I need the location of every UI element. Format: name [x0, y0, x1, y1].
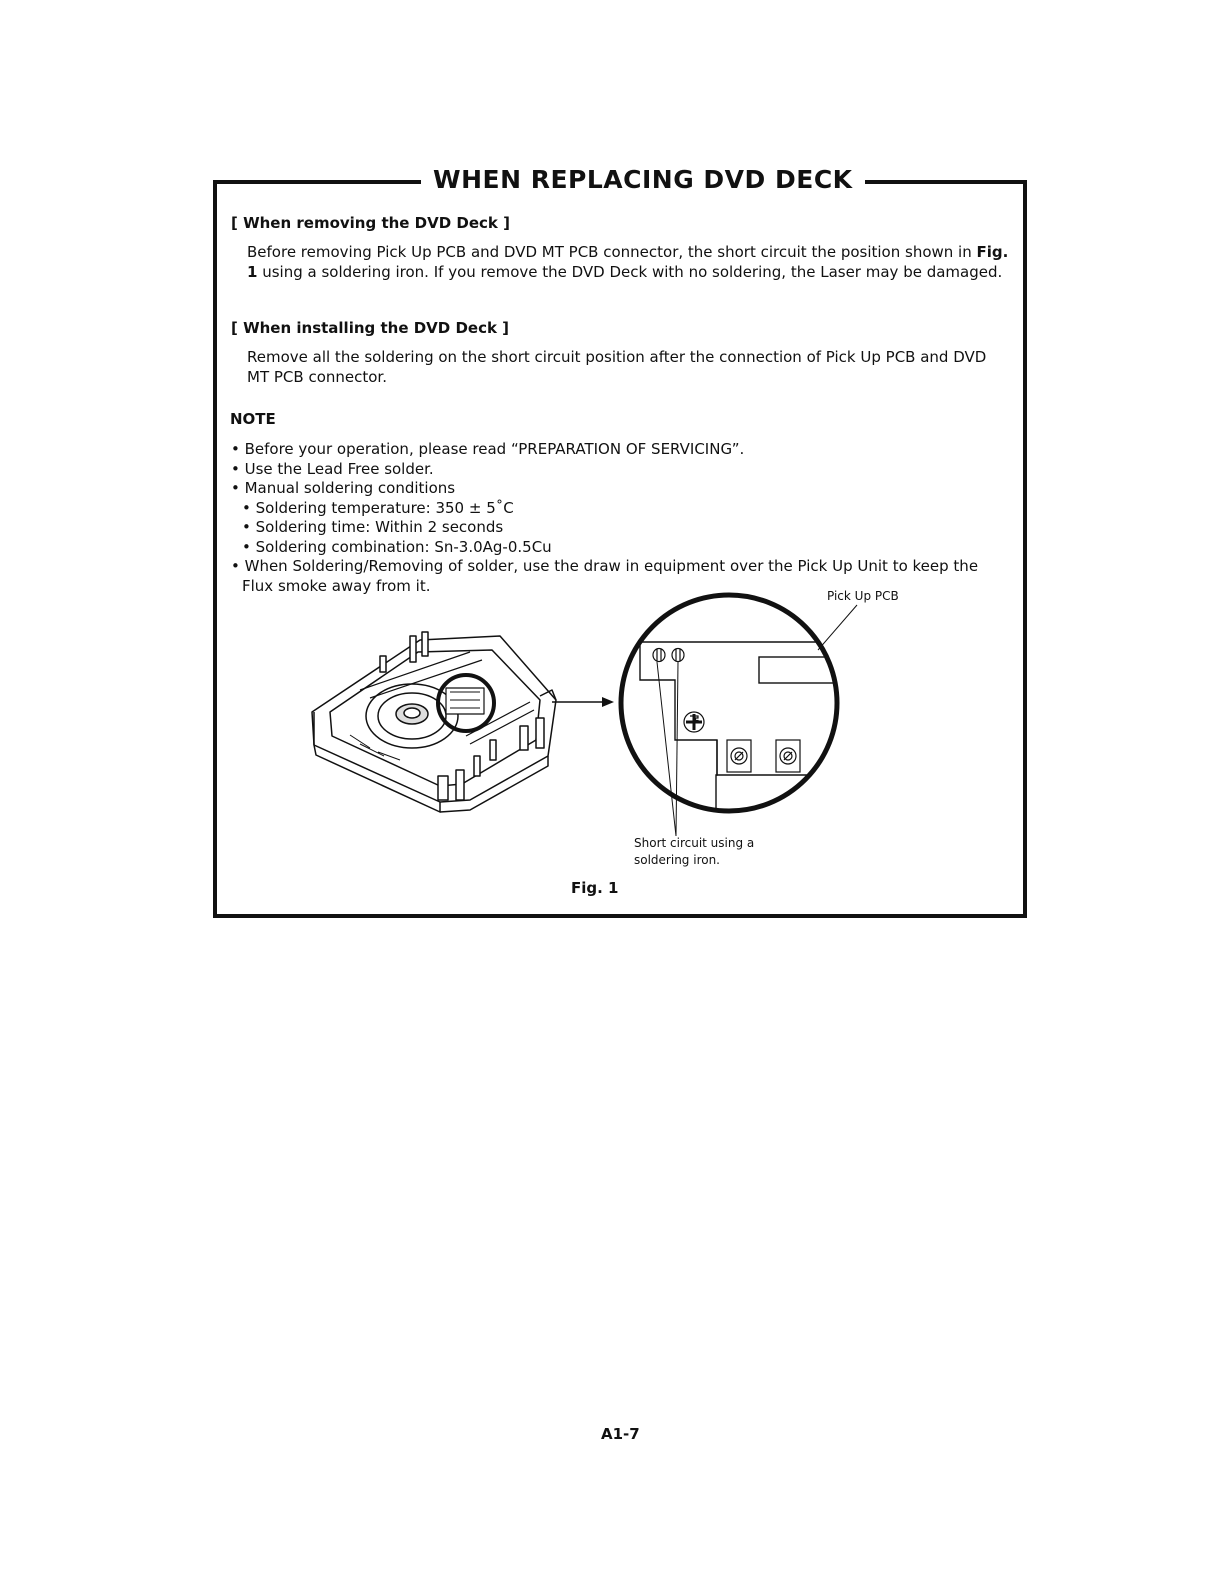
- fig-reference-number: 1: [247, 263, 258, 281]
- installing-line-1: Remove all the soldering on the short circuit position after the connection of Pick Up PCB and DVD: [247, 348, 987, 366]
- note-subitem: • Soldering temperature: 350 ± 5˚C: [242, 499, 514, 517]
- note-item-cont: Flux smoke away from it.: [242, 577, 431, 595]
- note-heading: NOTE: [230, 410, 276, 428]
- note-item: • Before your operation, please read “PREPARATION OF SERVICING”.: [231, 440, 745, 458]
- fig-reference: Fig.: [976, 243, 1009, 261]
- removing-text: Before removing Pick Up PCB and DVD MT PCB connector, the short circuit the position shown in: [247, 243, 977, 261]
- note-item: • When Soldering/Removing of solder, use the draw in equipment over the Pick Up Unit to keep the: [231, 557, 979, 575]
- screw-icon: [684, 712, 704, 732]
- removing-heading: [ When removing the DVD Deck ]: [231, 214, 510, 232]
- note-item: • Manual soldering conditions: [231, 479, 456, 497]
- short-circuit-label-line-1: Short circuit using a: [634, 836, 755, 850]
- note-subitem: • Soldering time: Within 2 seconds: [242, 518, 504, 536]
- installing-heading: [ When installing the DVD Deck ]: [231, 319, 510, 337]
- pick-up-pcb-label: Pick Up PCB: [827, 589, 899, 603]
- dvd-deck-drawing: [312, 632, 556, 812]
- note-subitem: • Soldering combination: Sn-3.0Ag-0.5Cu: [242, 538, 552, 556]
- short-leader-line: [657, 662, 676, 836]
- pcb-leader-line: [818, 605, 857, 650]
- page-number: A1-7: [601, 1425, 640, 1443]
- arrow-head-icon: [602, 697, 614, 707]
- removing-text-cont: using a soldering iron. If you remove the DVD Deck with no soldering, the Laser may be damaged.: [257, 263, 1003, 281]
- note-item: • Use the Lead Free solder.: [231, 460, 434, 478]
- figure-caption: Fig. 1: [571, 879, 619, 897]
- page-title: WHEN REPLACING DVD DECK: [421, 163, 865, 197]
- installing-line-2: MT PCB connector.: [247, 368, 387, 386]
- short-circuit-label-line-2: soldering iron.: [634, 853, 720, 867]
